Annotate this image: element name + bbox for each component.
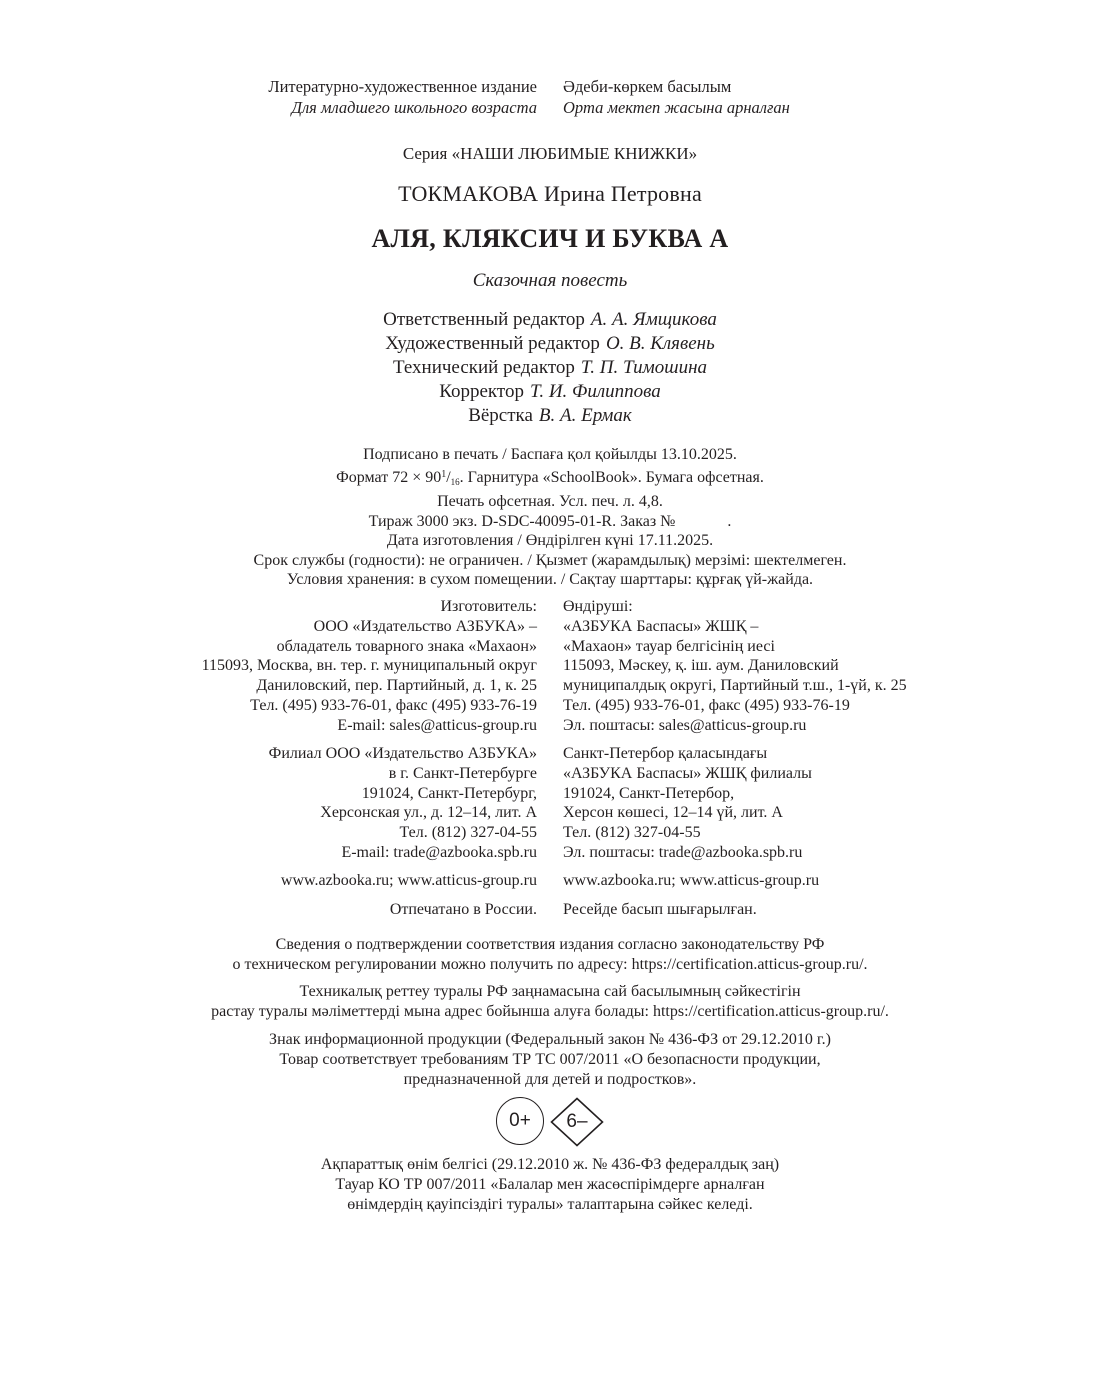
- address-line: «АЗБУКА Баспасы» ЖШҚ –: [563, 617, 759, 635]
- info-sign-kz: [0, 1155, 1100, 1214]
- storage-conditions: Условия хранения: в сухом помещении. / Сақтау шарттары: құрғақ үй-жайда.: [286, 571, 814, 588]
- address-line: Санкт-Петербор қаласындағы: [563, 745, 768, 762]
- address-line: Изготовитель:: [440, 598, 537, 615]
- credit-row: [0, 356, 1100, 380]
- address-line: Херсон көшесі, 12–14 үй, лит. А: [563, 804, 783, 822]
- phone-line: Тел. (812) 327-04-55: [399, 824, 537, 842]
- address-line: ООО «Издательство АЗБУКА» –: [313, 617, 537, 635]
- credit-role: Ответственный редактор: [383, 309, 585, 330]
- author-name: ТОКМАКОВА Ирина Петровна: [398, 181, 702, 206]
- email-line: Эл. поштасы: trade@azbooka.spb.ru: [563, 843, 803, 861]
- credit-person: Т. И. Филиппова: [529, 381, 661, 402]
- printed-in-kz: Ресейде басып шығарылған.: [563, 901, 757, 918]
- websites-ru[interactable]: www.azbooka.ru; www.atticus-group.ru: [280, 872, 537, 889]
- genre-kz: Әдеби-көркем басылым: [563, 77, 732, 96]
- address-line: Даниловский, пер. Партийный, д. 1, к. 25: [256, 677, 537, 695]
- certification-link-line[interactable]: растау туралы мәліметтерді мына адрес бойынша алуға болады: https://certification.atticus-group.ru/.: [211, 1002, 889, 1020]
- address-line: муниципалдық округі, Партийный т.ш., 1-үй, к. 25: [563, 677, 907, 695]
- format-sub: 16: [450, 476, 460, 487]
- format-prefix: Формат 72 × 90: [336, 468, 442, 486]
- genre-ru: Литературно-художественное издание: [268, 77, 537, 96]
- series-name: Серия «НАШИ ЛЮБИМЫЕ КНИЖКИ»: [402, 144, 698, 163]
- manufacturer-ru: [202, 597, 537, 736]
- address-line: обладатель товарного знака «Махаон»: [276, 637, 537, 655]
- age-0plus-circle-icon: [496, 1097, 544, 1145]
- address-line: 191024, Санкт-Петербор,: [563, 784, 735, 802]
- certification-kz: [0, 982, 1100, 1022]
- info-sign-line: предназначенной для детей и подростков».: [403, 1070, 697, 1088]
- credit-row: [0, 380, 1100, 404]
- manufacturer-kz: [563, 597, 907, 736]
- credit-row: [0, 332, 1100, 356]
- address-line: 115093, Москва, вн. тер. г. муниципальный округ: [201, 657, 537, 675]
- age-rating-marks: [496, 1097, 606, 1149]
- credit-person: Т. П. Тимошина: [580, 357, 708, 378]
- email-line: E-mail: sales@atticus-group.ru: [337, 716, 537, 734]
- format-sup: 1: [441, 468, 447, 480]
- address-line: Өндіруші:: [563, 598, 633, 615]
- credit-person: О. В. Клявень: [605, 333, 715, 354]
- address-line: «Махаон» тауар белгісінің иесі: [563, 637, 775, 655]
- edition-type-ru: [268, 76, 537, 118]
- format-suffix: . Гарнитура «SchoolBook». Бумага офсетная.: [459, 468, 764, 486]
- shelf-life: Срок службы (годности): не ограничен. / Қызмет (жарамдылық) мерзімі: шектелмеген.: [253, 551, 847, 569]
- age-6minus-diamond-icon: [550, 1097, 604, 1147]
- print-line: Печать офсетная. Усл. печ. л. 4,8.: [437, 493, 663, 510]
- email-line: Эл. поштасы: sales@atticus-group.ru: [563, 716, 807, 734]
- websites-kz[interactable]: www.azbooka.ru; www.atticus-group.ru: [563, 872, 820, 889]
- address-line: Херсонская ул., д. 12–14, лит. А: [320, 804, 537, 822]
- info-sign-line: Тауар КО ТР 007/2011 «Балалар мен жасөспірімдерге арналған: [335, 1175, 765, 1193]
- manufacture-date: Дата изготовления / Өндірілген күні 17.11.2025.: [386, 532, 714, 549]
- credit-role: Корректор: [439, 381, 524, 402]
- info-sign-line: Знак информационной продукции (Федеральный закон № 436-ФЗ от 29.12.2010 г.): [269, 1031, 831, 1048]
- info-sign-line: өнімдердің қауіпсіздігі туралы» талаптарына сәйкес келеді.: [347, 1195, 753, 1213]
- credit-role: Вёрстка: [468, 405, 533, 426]
- credit-row: [0, 308, 1100, 332]
- branch-ru: [269, 744, 537, 863]
- certification-line: Сведения о подтверждении соответствия издания согласно законодательству РФ: [275, 936, 825, 953]
- phone-line: Тел. (495) 933-76-01, факс (495) 933-76-19: [563, 696, 850, 714]
- signed-to-print: Подписано в печать / Баспаға қол қойылды 13.10.2025.: [363, 446, 737, 463]
- age-diamond-label: 6–: [566, 1111, 588, 1132]
- book-title: АЛЯ, КЛЯКСИЧ И БУКВА А: [371, 224, 729, 253]
- info-sign-line: Товар соответствует требованиям ТР ТС 007/2011 «О безопасности продукции,: [279, 1050, 821, 1068]
- printed-in-ru: Отпечатано в России.: [389, 901, 537, 918]
- address-line: «АЗБУКА Баспасы» ЖШҚ филиалы: [563, 764, 812, 782]
- phone-line: Тел. (812) 327-04-55: [563, 824, 701, 842]
- address-line: в г. Санкт-Петербурге: [388, 764, 537, 782]
- certification-ru: [0, 935, 1100, 975]
- info-sign-ru: [0, 1030, 1100, 1089]
- audience-kz: Орта мектеп жасына арналған: [563, 98, 790, 117]
- certification-link-line[interactable]: о техническом регулировании можно получить по адресу: https://certification.atticus-group.ru/.: [232, 955, 868, 973]
- credit-person: А. А. Ямщикова: [590, 309, 717, 330]
- credit-role: Художественный редактор: [385, 333, 600, 354]
- info-sign-line: Ақпараттық өнім белгісі (29.12.2010 ж. № 436-ФЗ федералдық заң): [320, 1156, 780, 1173]
- format-slash: /: [446, 468, 451, 486]
- address-line: 191024, Санкт-Петербург,: [361, 784, 537, 802]
- credit-person: В. А. Ермак: [538, 405, 632, 426]
- audience-ru: Для младшего школьного возраста: [291, 98, 537, 117]
- email-line: E-mail: trade@azbooka.spb.ru: [341, 843, 537, 861]
- edition-type-kz: [563, 76, 790, 118]
- address-line: Филиал ООО «Издательство АЗБУКА»: [268, 745, 537, 762]
- phone-line: Тел. (495) 933-76-01, факс (495) 933-76-19: [250, 696, 537, 714]
- book-subtitle: Сказочная повесть: [472, 270, 628, 291]
- address-line: 115093, Мәскеу, қ. іш. аум. Даниловский: [563, 657, 839, 675]
- credit-row: [0, 404, 1100, 428]
- imprint-block: [0, 445, 1100, 590]
- certification-line: Техникалық реттеу туралы РФ заңнамасына сай басылымның сәйкестігін: [299, 983, 801, 1000]
- credits-list: [0, 308, 1100, 428]
- print-run-line: Тираж 3000 экз. D-SDC-40095-01-R. Заказ № .: [368, 512, 732, 530]
- credit-role: Технический редактор: [392, 357, 575, 378]
- format-line: [0, 465, 1100, 493]
- branch-kz: [563, 744, 812, 863]
- age-circle-label: 0+: [509, 1110, 531, 1131]
